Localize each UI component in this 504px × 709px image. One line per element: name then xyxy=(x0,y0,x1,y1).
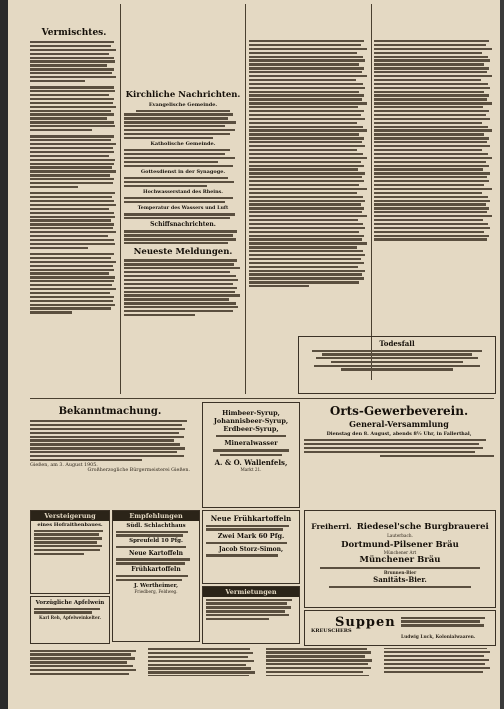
beer-1: Dortmund-Pilsener Bräu xyxy=(341,540,459,550)
ad-line: Erdbeer-Syrup, xyxy=(223,425,279,433)
column-4 xyxy=(374,4,494,380)
ad-place: Friedberg, Feldweg. xyxy=(134,588,178,594)
column-rule xyxy=(371,4,372,380)
brewery-title: Riedesel'sche Burgbrauerei xyxy=(356,522,489,532)
syrup-ad xyxy=(202,402,300,508)
soup-brand: KREUSCHERS xyxy=(311,628,352,634)
subheading: Schiffsnachrichten. xyxy=(150,221,216,229)
beer-3: Münchener Bräu xyxy=(359,555,441,565)
column-rule xyxy=(245,4,246,394)
ad-owner: J. Wertheimer, xyxy=(134,582,178,589)
death-notice-ad xyxy=(298,336,496,394)
notice-block xyxy=(30,402,190,506)
association-subtitle: General-Versammlung xyxy=(349,419,449,429)
soup-owner: Ludwig Luck, Kolonialwaaren. xyxy=(401,635,476,640)
association-date: Dienstag den 8. August, abends 8½ Uhr, in Fallerthal, xyxy=(326,431,472,437)
newspaper-page xyxy=(8,0,500,709)
ad-owner: A. & O. Wallenfels, xyxy=(214,457,288,467)
notice-date: Gießen, am 3. August 1905. xyxy=(30,463,98,469)
section-heading: Vermischtes. xyxy=(41,28,107,38)
ad-line: Mineralwasser xyxy=(224,439,278,448)
soup-title: Suppen xyxy=(335,615,396,630)
ad-title: Empfehlungen xyxy=(113,511,199,521)
cider-ad xyxy=(30,596,110,644)
article-text xyxy=(30,41,118,314)
binding-gutter xyxy=(0,0,8,709)
brewery-city: Lauterbach. xyxy=(387,533,413,538)
ad-title: Versteigerung xyxy=(31,511,109,521)
notice-heading: Bekanntmachung. xyxy=(58,406,162,417)
subheading: Katholische Gemeinde. xyxy=(150,141,216,148)
ad-owner: Karl Reh, Apfelweinkelter. xyxy=(39,615,101,621)
bottom-text xyxy=(30,648,494,704)
recommendations-ad xyxy=(112,510,200,642)
potato-ad xyxy=(202,510,300,584)
ad-line: Johannisbeer-Syrup, xyxy=(213,417,289,425)
ad-subtitle: eines Hofraithenbaues. xyxy=(37,522,103,528)
column-rule xyxy=(120,4,121,394)
ad-place: Markt 21. xyxy=(240,466,262,472)
notice-office: Großherzogliche Bürgermeisterei Gießen. xyxy=(87,468,190,474)
ad-line: Frühkartoffeln xyxy=(131,566,181,574)
subheading: Temperatur des Wassers und Luft xyxy=(137,205,229,212)
association-notice xyxy=(304,402,494,506)
auction-ad xyxy=(30,510,110,594)
brewery-prefix: Freiherrl. xyxy=(311,522,352,531)
ad-line: Spreufeld 10 Pfg. xyxy=(129,538,183,545)
association-title: Orts-Gewerbeverein. xyxy=(329,404,469,418)
section-heading: Neueste Meldungen. xyxy=(133,247,233,258)
ad-owner: Jacob Storz-Simon, xyxy=(218,545,284,553)
ad-title: Vorzügliche Apfelwein xyxy=(35,600,105,606)
ad-line: Zwei Mark 60 Pfg. xyxy=(217,532,285,541)
beer-4: Sanitäts-Bier. xyxy=(373,575,427,585)
ad-line: Himbeer-Syrup, xyxy=(222,409,280,417)
rentals-ad xyxy=(202,586,300,644)
soup-ad xyxy=(304,610,496,646)
beer-2: Münchener Art xyxy=(383,550,417,555)
subheading: Evangelische Gemeinde. xyxy=(148,102,218,108)
column-2 xyxy=(124,4,242,396)
subheading: Hochwasserstand des Rheins. xyxy=(143,189,223,196)
beer-kind: Brunnen-Bier xyxy=(383,570,417,576)
column-1 xyxy=(30,4,118,396)
ad-line: Neue Kartoffeln xyxy=(129,549,183,557)
ad-title: Neue Frühkartoffeln xyxy=(210,514,292,523)
ad-line: Südl. Schlachthaus xyxy=(126,523,186,529)
ad-title: Todesfall xyxy=(379,339,415,348)
subheading: Gottesdienst in der Synagoge. xyxy=(140,168,226,175)
brewery-ad xyxy=(304,510,496,608)
ad-title: Vermietungen xyxy=(203,587,299,597)
section-heading: Kirchliche Nachrichten. xyxy=(125,90,241,100)
section-rule xyxy=(30,398,494,399)
